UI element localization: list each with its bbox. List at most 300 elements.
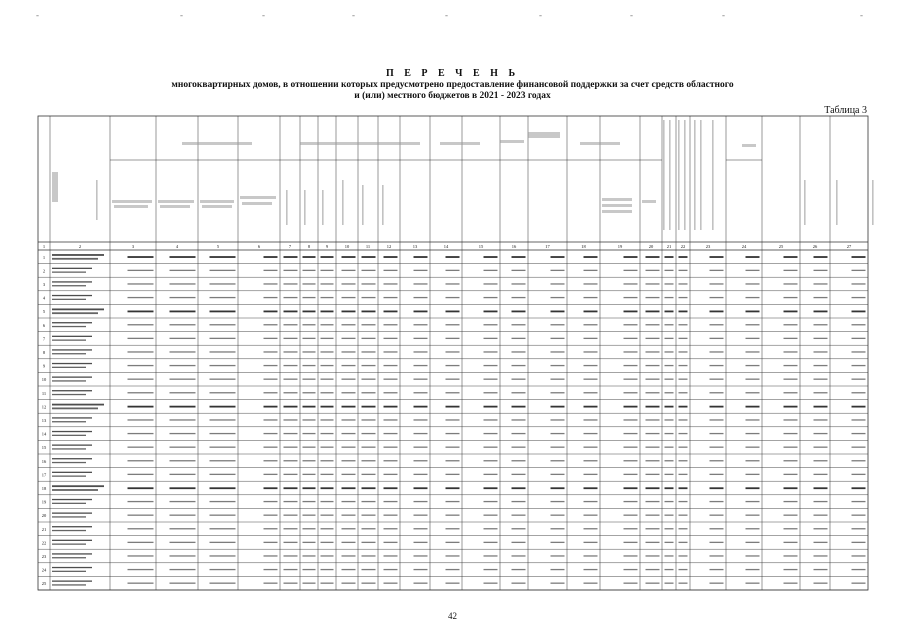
table-cell-value: [584, 324, 598, 325]
table-cell-value: [814, 569, 828, 570]
table-cell-value: [852, 515, 866, 516]
column-number: 12: [386, 244, 392, 249]
table-cell-value: [264, 379, 278, 380]
document-subtitle: многоквартирных домов, в отношении которых предусмотрено предоставление финансовой поддержки за счет средств областного: [171, 80, 734, 90]
table-cell-value: [128, 406, 154, 408]
address-text-mark: [52, 421, 86, 422]
table-cell-value: [210, 351, 236, 352]
table-cell-value: [321, 297, 334, 298]
table-cell-value: [852, 351, 866, 352]
table-cell-value: [321, 542, 334, 543]
table-cell-value: [128, 324, 154, 325]
column-number: 16: [511, 244, 517, 249]
table-cell-value: [646, 419, 660, 420]
column-number: 5: [216, 244, 220, 249]
table-cell-value: [264, 338, 278, 339]
table-cell-value: [646, 447, 660, 448]
table-cell-value: [414, 542, 428, 543]
table-cell-value: [665, 569, 674, 570]
table-cell-value: [342, 297, 356, 298]
table-cell-value: [746, 324, 760, 325]
table-cell-value: [342, 501, 356, 502]
table-cell-value: [814, 338, 828, 339]
table-cell-value: [342, 474, 356, 475]
address-text-mark: [52, 363, 92, 364]
table-cell-value: [484, 392, 498, 393]
table-cell-value: [210, 406, 236, 408]
table-cell-value: [784, 283, 798, 284]
table-cell-value: [784, 351, 798, 352]
row-number: 22: [41, 540, 47, 546]
table-cell-value: [210, 419, 236, 420]
table-cell-value: [852, 338, 866, 339]
table-cell-value: [584, 515, 598, 516]
table-cell-value: [710, 555, 724, 556]
table-cell-value: [284, 297, 298, 298]
table-cell-value: [512, 433, 526, 434]
table-cell-value: [624, 338, 638, 339]
table-cell-value: [384, 474, 398, 475]
table-cell-value: [446, 501, 460, 502]
table-cell-value: [710, 419, 724, 420]
rotated-header-mark: [678, 120, 680, 230]
table-cell-value: [665, 528, 674, 529]
table-cell-value: [784, 569, 798, 570]
table-cell-value: [746, 406, 760, 408]
column-number: 9: [325, 244, 329, 249]
column-number: 15: [478, 244, 484, 249]
table-cell-value: [342, 419, 356, 420]
table-cell-value: [210, 270, 236, 271]
table-cell-value: [624, 392, 638, 393]
address-text-mark: [52, 553, 92, 554]
table-cell-value: [646, 501, 660, 502]
table-cell-value: [362, 433, 376, 434]
address-text-mark: [52, 281, 92, 282]
table-cell-value: [384, 351, 398, 352]
table-cell-value: [679, 542, 688, 543]
table-cell-value: [624, 365, 638, 366]
table-cell-value: [264, 460, 278, 461]
row-number: 3: [42, 282, 46, 287]
column-number: 24: [741, 244, 747, 249]
table-cell-value: [264, 501, 278, 502]
table-cell-value: [384, 487, 398, 489]
table-cell-value: [170, 515, 196, 516]
table-cell-value: [170, 406, 196, 408]
table-cell-value: [384, 542, 398, 543]
table-cell-value: [679, 515, 688, 516]
table-cell-value: [321, 583, 334, 584]
table-cell-value: [303, 392, 316, 393]
table-cell-value: [746, 501, 760, 502]
row-number: 20: [41, 513, 47, 519]
row-number: 21: [41, 526, 47, 532]
address-text-mark: [52, 458, 92, 459]
table-cell-value: [852, 379, 866, 380]
page-number: 42: [448, 611, 457, 621]
address-text-mark: [52, 390, 92, 391]
table-cell-value: [624, 583, 638, 584]
table-cell-value: [551, 487, 565, 489]
table-cell-value: [210, 433, 236, 434]
table-cell-value: [710, 365, 724, 366]
table-cell-value: [321, 324, 334, 325]
table-frame: [38, 116, 868, 590]
table-cell-value: [446, 270, 460, 271]
address-text-mark: [52, 322, 92, 323]
table-cell-value: [512, 379, 526, 380]
table-cell-value: [814, 487, 828, 489]
column-number: 1: [42, 244, 46, 249]
column-number: 22: [680, 244, 686, 249]
table-cell-value: [342, 515, 356, 516]
column-number: 7: [288, 244, 292, 249]
table-cell-value: [646, 311, 660, 313]
table-cell-value: [584, 569, 598, 570]
address-text-mark: [52, 584, 86, 585]
table-cell-value: [321, 487, 334, 489]
table-cell-value: [303, 338, 316, 339]
table-cell-value: [284, 419, 298, 420]
row-number: 8: [42, 350, 46, 355]
table-cell-value: [362, 324, 376, 325]
table-cell-value: [665, 351, 674, 352]
table-cell-value: [484, 447, 498, 448]
table-cell-value: [128, 283, 154, 284]
table-cell-value: [414, 460, 428, 461]
rotated-header-mark: [836, 180, 838, 225]
table-cell-value: [710, 501, 724, 502]
table-cell-value: [784, 365, 798, 366]
table-cell-value: [446, 365, 460, 366]
table-cell-value: [128, 256, 154, 258]
table-cell-value: [784, 433, 798, 434]
table-cell-value: [852, 583, 866, 584]
table-cell-value: [710, 392, 724, 393]
table-cell-value: [646, 542, 660, 543]
table-cell-value: [746, 351, 760, 352]
table-cell-value: [321, 433, 334, 434]
table-cell-value: [321, 256, 334, 258]
table-cell-value: [321, 474, 334, 475]
column-number: 21: [666, 244, 672, 249]
table-cell-value: [264, 392, 278, 393]
table-cell-value: [128, 392, 154, 393]
table-cell-value: [646, 433, 660, 434]
table-caption: Таблица 3: [824, 105, 867, 116]
table-cell-value: [446, 433, 460, 434]
table-cell-value: [484, 433, 498, 434]
table-cell-value: [384, 515, 398, 516]
header-label-mark: [200, 200, 234, 203]
table-cell-value: [551, 256, 565, 258]
table-cell-value: [679, 460, 688, 461]
table-cell-value: [584, 406, 598, 408]
table-cell-value: [284, 487, 298, 489]
table-cell-value: [624, 351, 638, 352]
table-cell-value: [551, 365, 565, 366]
table-cell-value: [624, 515, 638, 516]
table-cell-value: [551, 433, 565, 434]
table-cell-value: [512, 283, 526, 284]
rotated-header-mark: [96, 180, 98, 220]
table-cell-value: [784, 324, 798, 325]
table-cell-value: [746, 542, 760, 543]
address-text-mark: [52, 295, 92, 296]
table-cell-value: [321, 460, 334, 461]
address-text-mark: [52, 376, 92, 377]
table-cell-value: [784, 474, 798, 475]
header-label-mark: [742, 144, 756, 147]
table-cell-value: [414, 447, 428, 448]
table-cell-value: [710, 487, 724, 489]
table-cell-value: [446, 555, 460, 556]
address-text-mark: [52, 380, 86, 381]
column-number: 27: [846, 244, 852, 249]
table-cell-value: [665, 474, 674, 475]
column-number: 11: [365, 244, 371, 249]
header-label-mark: [440, 142, 480, 145]
table-cell-value: [414, 406, 428, 408]
table-cell-value: [128, 433, 154, 434]
table-cell-value: [264, 406, 278, 408]
column-number: 3: [131, 244, 135, 249]
table-cell-value: [484, 515, 498, 516]
table-cell-value: [852, 460, 866, 461]
table-cell-value: [128, 447, 154, 448]
table-cell-value: [303, 528, 316, 529]
table-cell-value: [446, 311, 460, 313]
table-cell-value: [128, 297, 154, 298]
table-cell-value: [362, 528, 376, 529]
table-cell-value: [414, 324, 428, 325]
table-cell-value: [384, 392, 398, 393]
table-cell-value: [264, 433, 278, 434]
table-cell-value: [512, 311, 526, 313]
table-cell-value: [342, 569, 356, 570]
table-cell-value: [512, 515, 526, 516]
header-label-mark: [580, 142, 620, 145]
table-cell-value: [446, 338, 460, 339]
table-cell-value: [303, 311, 316, 313]
table-cell-value: [342, 256, 356, 258]
table-cell-value: [170, 501, 196, 502]
table-cell-value: [584, 392, 598, 393]
table-cell-value: [210, 542, 236, 543]
table-cell-value: [484, 379, 498, 380]
header-label-mark: [240, 196, 276, 199]
table-cell-value: [362, 297, 376, 298]
table-cell-value: [512, 351, 526, 352]
table-cell-value: [384, 555, 398, 556]
table-cell-value: [512, 555, 526, 556]
table-cell-value: [284, 365, 298, 366]
table-cell-value: [384, 447, 398, 448]
table-cell-value: [551, 283, 565, 284]
table-cell-value: [303, 351, 316, 352]
table-cell-value: [679, 392, 688, 393]
table-cell-value: [679, 256, 688, 258]
table-cell-value: [342, 583, 356, 584]
table-cell-value: [624, 555, 638, 556]
table-cell-value: [679, 528, 688, 529]
table-cell-value: [384, 583, 398, 584]
table-cell-value: [342, 324, 356, 325]
table-cell-value: [210, 447, 236, 448]
table-cell-value: [484, 501, 498, 502]
header-label-mark: [242, 202, 272, 205]
table-cell-value: [584, 419, 598, 420]
table-cell-value: [264, 311, 278, 313]
table-cell-value: [814, 324, 828, 325]
table-cell-value: [646, 324, 660, 325]
table-cell-value: [646, 351, 660, 352]
table-cell-value: [484, 542, 498, 543]
table-cell-value: [584, 297, 598, 298]
table-cell-value: [362, 406, 376, 408]
table-cell-value: [284, 324, 298, 325]
rotated-header-mark: [700, 120, 702, 230]
table-cell-value: [264, 324, 278, 325]
table-cell-value: [362, 515, 376, 516]
table-cell-value: [852, 324, 866, 325]
table-cell-value: [128, 501, 154, 502]
table-cell-value: [551, 324, 565, 325]
table-cell-value: [446, 392, 460, 393]
table-cell-value: [284, 256, 298, 258]
table-cell-value: [710, 351, 724, 352]
address-text-mark: [52, 367, 86, 368]
column-number: 17: [545, 244, 550, 249]
address-text-mark: [52, 339, 86, 340]
address-text-mark: [52, 268, 92, 269]
table-cell-value: [128, 311, 154, 313]
table-cell-value: [321, 528, 334, 529]
table-cell-value: [784, 501, 798, 502]
table-cell-value: [170, 569, 196, 570]
table-cell-value: [303, 379, 316, 380]
table-cell-value: [512, 365, 526, 366]
table-cell-value: [710, 297, 724, 298]
address-text-mark: [52, 326, 86, 327]
table-cell-value: [551, 528, 565, 529]
table-cell-value: [128, 515, 154, 516]
table-cell-value: [746, 555, 760, 556]
table-cell-value: [284, 270, 298, 271]
table-cell-value: [446, 379, 460, 380]
table-cell-value: [303, 297, 316, 298]
table-cell-value: [170, 487, 196, 489]
table-cell-value: [210, 283, 236, 284]
address-text-mark: [52, 530, 86, 531]
row-number: 16: [41, 458, 47, 464]
table-cell-value: [710, 460, 724, 461]
table-cell-value: [814, 365, 828, 366]
table-cell-value: [362, 501, 376, 502]
table-cell-value: [814, 474, 828, 475]
table-cell-value: [342, 392, 356, 393]
table-cell-value: [852, 569, 866, 570]
table-cell-value: [264, 542, 278, 543]
table-cell-value: [284, 379, 298, 380]
table-cell-value: [303, 419, 316, 420]
table-cell-value: [551, 474, 565, 475]
table-cell-value: [170, 338, 196, 339]
table-cell-value: [746, 311, 760, 313]
address-text-mark: [52, 431, 92, 432]
address-text-mark: [52, 475, 86, 476]
table-cell-value: [784, 583, 798, 584]
table-cell-value: [384, 379, 398, 380]
row-number: 15: [41, 445, 47, 451]
table-cell-value: [342, 379, 356, 380]
table-cell-value: [484, 338, 498, 339]
table-cell-value: [512, 528, 526, 529]
address-text-mark: [52, 543, 86, 544]
table-cell-value: [210, 515, 236, 516]
table-cell-value: [679, 569, 688, 570]
address-text-mark: [52, 503, 86, 504]
table-cell-value: [284, 515, 298, 516]
table-cell-value: [210, 528, 236, 529]
table-cell-value: [584, 528, 598, 529]
table-cell-value: [284, 555, 298, 556]
table-cell-value: [414, 365, 428, 366]
table-cell-value: [362, 338, 376, 339]
table-cell-value: [710, 283, 724, 284]
rotated-header-mark: [669, 120, 671, 230]
table-cell-value: [264, 419, 278, 420]
rotated-header-mark: [804, 180, 806, 225]
table-cell-value: [646, 460, 660, 461]
table-cell-value: [170, 365, 196, 366]
table-cell-value: [624, 324, 638, 325]
table-cell-value: [584, 542, 598, 543]
table-cell-value: [784, 338, 798, 339]
table-cell-value: [210, 474, 236, 475]
table-cell-value: [679, 365, 688, 366]
address-text-mark: [52, 349, 92, 350]
address-text-mark: [52, 448, 86, 449]
table-cell-value: [303, 569, 316, 570]
table-cell-value: [321, 447, 334, 448]
header-label-mark: [602, 198, 632, 201]
table-cell-value: [128, 379, 154, 380]
table-cell-value: [384, 569, 398, 570]
row-number: 17: [41, 472, 47, 478]
table-cell-value: [710, 311, 724, 313]
header-label-mark: [500, 140, 524, 143]
table-cell-value: [362, 583, 376, 584]
table-cell-value: [414, 528, 428, 529]
table-cell-value: [210, 569, 236, 570]
table-cell-value: [512, 569, 526, 570]
table-cell-value: [321, 555, 334, 556]
row-number: 19: [41, 499, 47, 505]
table-cell-value: [414, 270, 428, 271]
table-cell-value: [746, 447, 760, 448]
table-cell-value: [284, 311, 298, 313]
table-cell-value: [551, 460, 565, 461]
table-cell-value: [624, 406, 638, 408]
table-cell-value: [384, 460, 398, 461]
table-cell-value: [679, 311, 688, 313]
table-cell-value: [665, 338, 674, 339]
table-cell-value: [321, 311, 334, 313]
margin-mark: -: [36, 10, 39, 20]
table-cell-value: [814, 583, 828, 584]
